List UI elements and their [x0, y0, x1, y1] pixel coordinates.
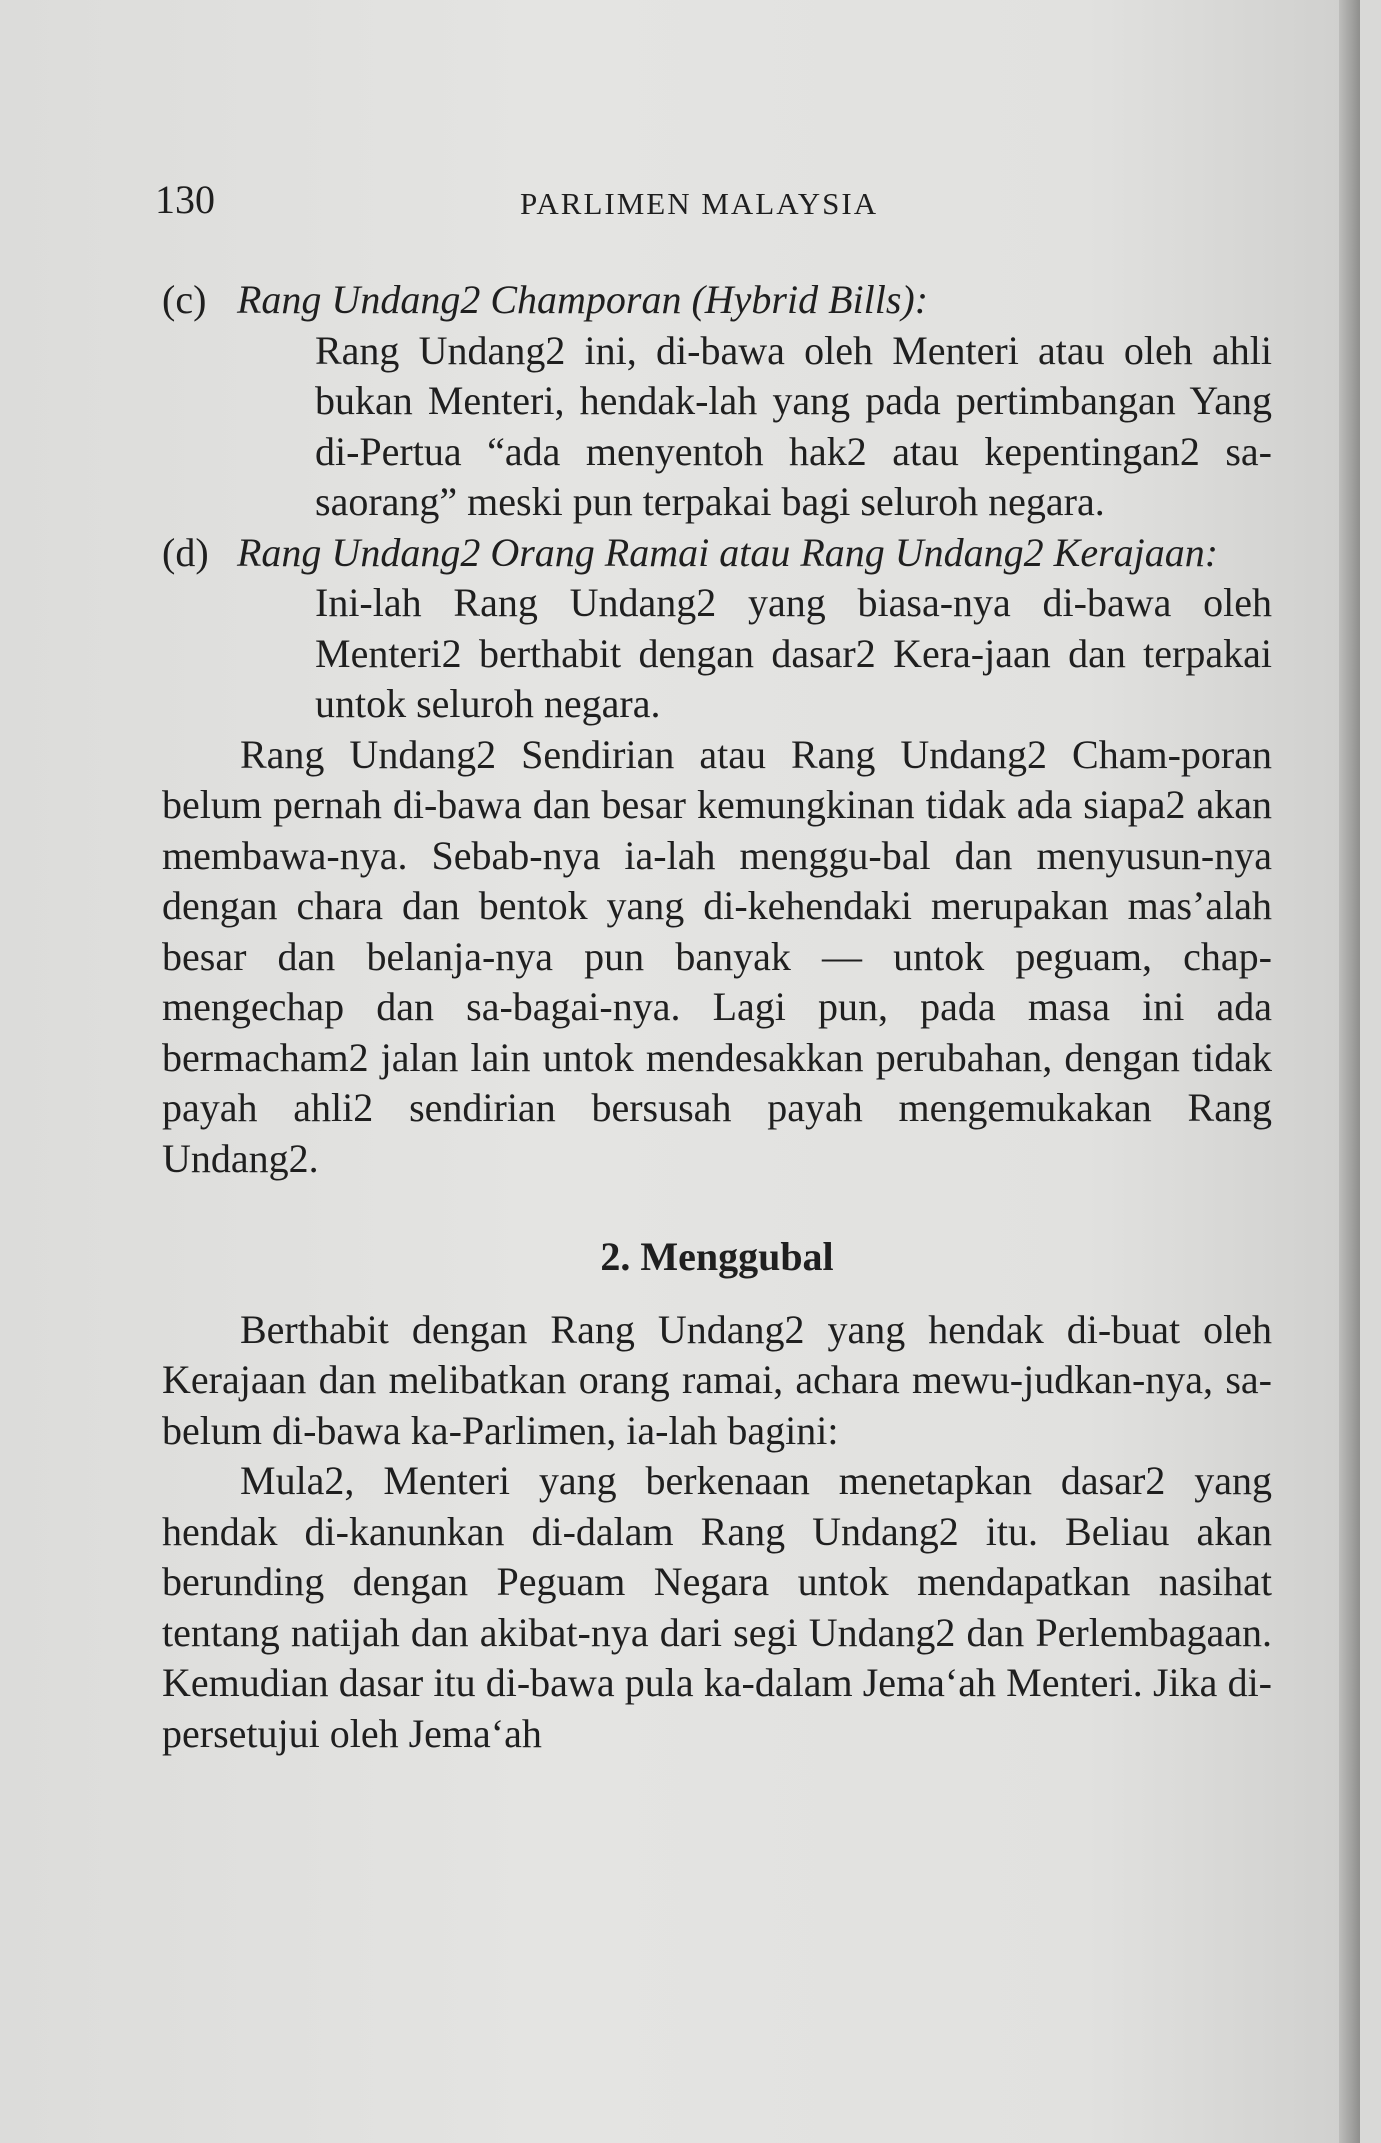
paragraph: Berthabit dengan Rang Undang2 yang hendak di-buat oleh Kerajaan dan melibatkan orang ramai, achara mewu-judkan-nya, sa-belum di-bawa ka-Parlimen, ia-lah bagini:	[162, 1306, 1272, 1453]
paragraph: Mula2, Menteri yang berkenaan menetapkan dasar2 yang hendak di-kanunkan di-dalam Rang Undang2 itu. Beliau akan berunding dengan Peguam Negara untok mendapatkan nasihat tentang natijah dan akibat-nya dari segi Undang2 dan Perlembagaan. Kemudian dasar itu di-bawa pula ka-dalam Jema‘ah Menteri. Jika di-persetujui oleh Jema‘ah	[162, 1458, 1272, 1756]
page-number: 130	[155, 177, 215, 222]
item-title: Rang Undang2 Orang Ramai atau Rang Undang2 Kerajaan:	[237, 529, 1219, 575]
page-edge-shadow	[1339, 0, 1360, 2143]
page-content	[162, 275, 1272, 1759]
list-item-c	[162, 275, 1272, 528]
item-text: Rang Undang2 ini, di-bawa oleh Menteri atau oleh ahli bukan Menteri, hendak-lah yang pada pertimbangan Yang di-Pertua “ada menyentoh hak2 atau kepentingan2 sa-saorang” meski pun terpakai bagi seluroh negara.	[315, 327, 1272, 524]
item-title: Rang Undang2 Champoran (Hybrid Bills):	[237, 277, 929, 322]
paragraph: Rang Undang2 Sendirian atau Rang Undang2 Cham-poran belum pernah di-bawa dan besar kemungkinan tidak ada siapa2 akan membawa-nya. Sebab-nya ia-lah menggu-bal dan menyusun-nya dengan chara dan bentok yang di-kehendaki merupakan mas’alah besar dan belanja-nya pun banyak — untok peguam, chap-mengechap dan sa-bagai-nya. Lagi pun, pada masa ini ada bermacham2 jalan lain untok mendesakkan perubahan, dengan tidak payah ahli2 sendirian bersusah payah mengemukakan Rang Undang2.	[162, 731, 1272, 1181]
section-heading: 2. Menggubal	[600, 1234, 834, 1279]
item-body	[237, 275, 1272, 528]
item-body	[237, 528, 1272, 730]
item-label: (d)	[162, 529, 209, 575]
list-item-d	[162, 528, 1272, 730]
item-text: Ini-lah Rang Undang2 yang biasa-nya di-bawa oleh Menteri2 berthabit dengan dasar2 Kera-jaan dan terpakai untok seluroh negara.	[315, 580, 1272, 726]
item-label: (c)	[162, 277, 207, 322]
running-title: PARLIMEN MALAYSIA	[520, 186, 879, 221]
